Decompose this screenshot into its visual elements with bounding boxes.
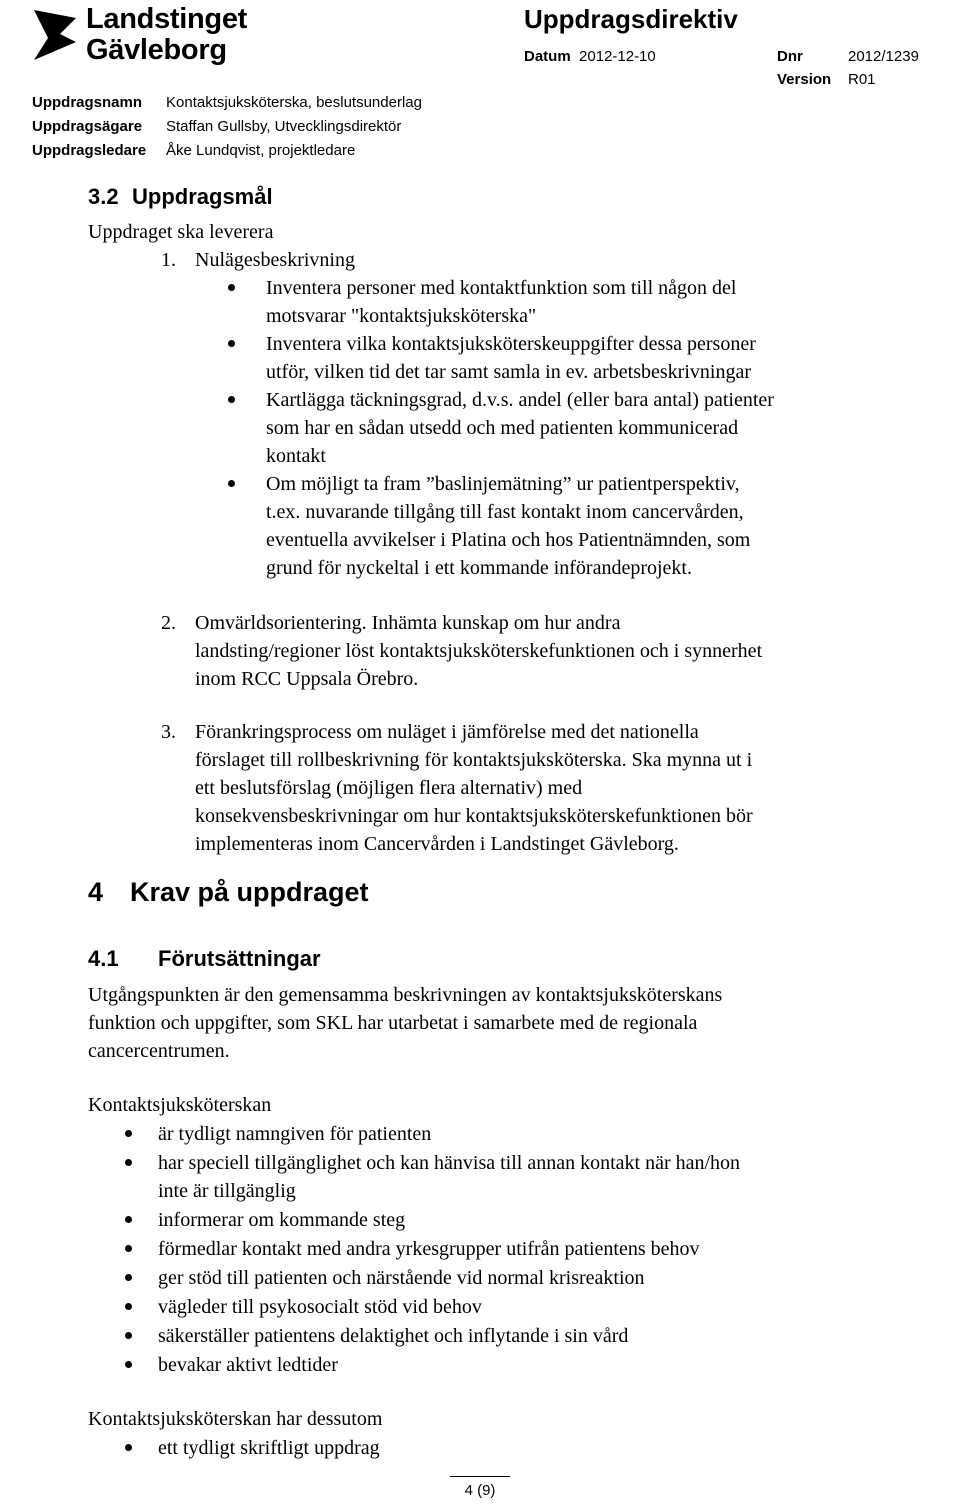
list-item-line: Inventera vilka kontaktsjuksköterskeuppgifter dessa personer — [266, 333, 756, 355]
forutsattningar-paragraph — [88, 981, 722, 1065]
list-item — [158, 1264, 740, 1292]
header-row-value: Kontaktsjuksköterska, beslutsunderlag — [166, 94, 422, 111]
list-item — [158, 1206, 740, 1234]
list-item — [266, 274, 774, 330]
dessutom-list — [158, 1434, 380, 1462]
list-item-line: Kartlägga täckningsgrad, d.v.s. andel (eller bara antal) patienter — [266, 389, 774, 411]
header-row-value: Staffan Gullsby, Utvecklingsdirektör — [166, 118, 402, 135]
list-item — [266, 386, 774, 470]
header-row-label: Uppdragsledare — [32, 142, 147, 159]
dnr-label: Dnr — [777, 48, 803, 65]
list-intro: Kontaktsjuksköterskan — [88, 1094, 272, 1116]
paragraph-line: cancercentrumen. — [88, 1040, 230, 1062]
list-item — [158, 1120, 740, 1148]
nulage-bullet-list — [266, 274, 774, 582]
section-intro: Uppdraget ska leverera — [88, 221, 274, 243]
section-heading-4-1 — [88, 946, 321, 972]
list-item-line: förmedlar kontakt med andra yrkesgrupper utifrån patientens behov — [158, 1238, 700, 1260]
list2-intro: Kontaktsjuksköterskan har dessutom — [88, 1408, 383, 1430]
section-title: Uppdragsmål — [132, 184, 273, 209]
header-row-uppdragsagare — [32, 118, 401, 135]
numbered-item-1 — [161, 246, 355, 274]
item-number: 1. — [161, 249, 176, 271]
list-item-line: inte är tillgänglig — [158, 1180, 296, 1202]
bullet-icon — [125, 1444, 132, 1451]
list-item-line: är tydligt namngiven för patienten — [158, 1123, 432, 1145]
header-row-label: Uppdragsnamn — [32, 94, 143, 111]
list-item-line: informerar om kommande steg — [158, 1209, 406, 1231]
list-item — [158, 1351, 740, 1379]
list-item-line: motsvarar "kontaktsjuksköterska" — [266, 305, 537, 327]
bullet-icon — [228, 284, 235, 291]
list-item-line: t.ex. nuvarande tillgång till fast kontakt inom cancervården, — [266, 501, 744, 523]
dnr-value-field — [848, 48, 919, 65]
item-line: förslaget till rollbeskrivning för kontaktsjuksköterska. Ska mynna ut i — [195, 749, 753, 771]
bullet-icon — [125, 1130, 132, 1137]
logo-line-1: Landstinget — [86, 3, 248, 35]
version-value-field — [848, 71, 876, 88]
list-item — [266, 470, 774, 582]
bullet-icon — [125, 1159, 132, 1166]
numbered-item-3 — [161, 718, 753, 858]
logo — [32, 4, 272, 68]
bullet-icon — [125, 1361, 132, 1368]
section-title: Förutsättningar — [158, 946, 321, 971]
header-row-uppdragsnamn — [32, 94, 422, 111]
list-item-line: ett tydligt skriftligt uppdrag — [158, 1437, 380, 1459]
paragraph-line: Utgångspunkten är den gemensamma beskrivningen av kontaktsjuksköterskans — [88, 984, 723, 1006]
item-number: 2. — [161, 612, 176, 634]
section-title: Krav på uppdraget — [130, 877, 369, 907]
item-line: Förankringsprocess om nuläget i jämförelse med det nationella — [195, 721, 699, 743]
list-item-line: ger stöd till patienten och närstående vid normal krisreaktion — [158, 1267, 645, 1289]
list-item-line: som har en sådan utsedd och med patienten kommunicerad — [266, 417, 739, 439]
datum-label: Datum — [524, 48, 571, 65]
list-item-line: har speciell tillgänglighet och kan hänvisa till annan kontakt när han/hon — [158, 1152, 741, 1174]
item-number: 3. — [161, 721, 176, 743]
section-number: 4 — [88, 877, 104, 907]
logo-line-2: Gävleborg — [86, 34, 227, 66]
item-line: Omvärldsorientering. Inhämta kunskap om hur andra — [195, 612, 621, 634]
section-number: 4.1 — [88, 946, 119, 971]
footer-divider — [450, 1476, 510, 1477]
list-item-line: bevakar aktivt ledtider — [158, 1354, 338, 1376]
section-heading-3-2 — [88, 184, 273, 210]
bullet-icon — [228, 396, 235, 403]
datum-field — [524, 48, 656, 65]
list-item — [158, 1235, 740, 1263]
header-row-label: Uppdragsägare — [32, 118, 143, 135]
logo-mark-icon — [32, 8, 78, 62]
numbered-item-2 — [161, 609, 763, 693]
version-label-field — [777, 71, 831, 88]
item-line: landsting/regioner löst kontaktsjuksköterskefunktionen och i synnerhet — [195, 640, 763, 662]
version-value: R01 — [848, 71, 876, 88]
item-line: konsekvensbeskrivningar om hur kontaktsjuksköterskefunktionen bör — [195, 805, 753, 827]
list-item-line: utför, vilken tid det tar samt samla in ev. arbetsbeskrivningar — [266, 361, 751, 383]
logo-text — [86, 4, 247, 66]
version-label: Version — [777, 71, 832, 88]
header-row-value: Åke Lundqvist, projektledare — [166, 142, 356, 159]
list-item-line: kontakt — [266, 445, 326, 467]
list-item — [158, 1149, 740, 1205]
kontaktsjukskoterska-list — [158, 1120, 740, 1379]
bullet-icon — [228, 480, 235, 487]
section-number: 3.2 — [88, 184, 119, 209]
bullet-icon — [228, 340, 235, 347]
bullet-icon — [125, 1274, 132, 1281]
section-heading-4 — [88, 877, 369, 908]
page-number: 4 (9) — [464, 1482, 496, 1499]
list-item — [158, 1434, 380, 1462]
item-line: inom RCC Uppsala Örebro. — [195, 668, 419, 690]
bullet-icon — [125, 1332, 132, 1339]
bullet-icon — [125, 1216, 132, 1223]
list-item-line: eventuella avvikelser i Platina och hos Patientnämnden, som — [266, 529, 751, 551]
item-title: Nulägesbeskrivning — [195, 249, 355, 271]
list-item — [158, 1322, 740, 1350]
item-line: implementeras inom Cancervården i Landstinget Gävleborg. — [195, 833, 679, 855]
header-row-uppdragsledare — [32, 142, 355, 159]
datum-value: 2012-12-10 — [579, 48, 656, 65]
list-item-line: Om möjligt ta fram ”baslinjemätning” ur patientperspektiv, — [266, 473, 740, 495]
bullet-icon — [125, 1303, 132, 1310]
list-item — [266, 330, 774, 386]
list-item-line: säkerställer patientens delaktighet och inflytande i sin vård — [158, 1325, 629, 1347]
dnr-value: 2012/1239 — [848, 48, 919, 65]
list-item-line: vägleder till psykosocialt stöd vid behov — [158, 1296, 482, 1318]
document-type-title: Uppdragsdirektiv — [524, 4, 738, 34]
item-line: ett beslutsförslag (möjligen flera alternativ) med — [195, 777, 583, 799]
bullet-icon — [125, 1245, 132, 1252]
list-item — [158, 1293, 740, 1321]
list-item-line: Inventera personer med kontaktfunktion som till någon del — [266, 277, 737, 299]
paragraph-line: funktion och uppgifter, som SKL har utarbetat i samarbete med de regionala — [88, 1012, 698, 1034]
list-item-line: grund för nyckeltal i ett kommande införandeprojekt. — [266, 557, 692, 579]
dnr-label-field — [777, 48, 803, 65]
